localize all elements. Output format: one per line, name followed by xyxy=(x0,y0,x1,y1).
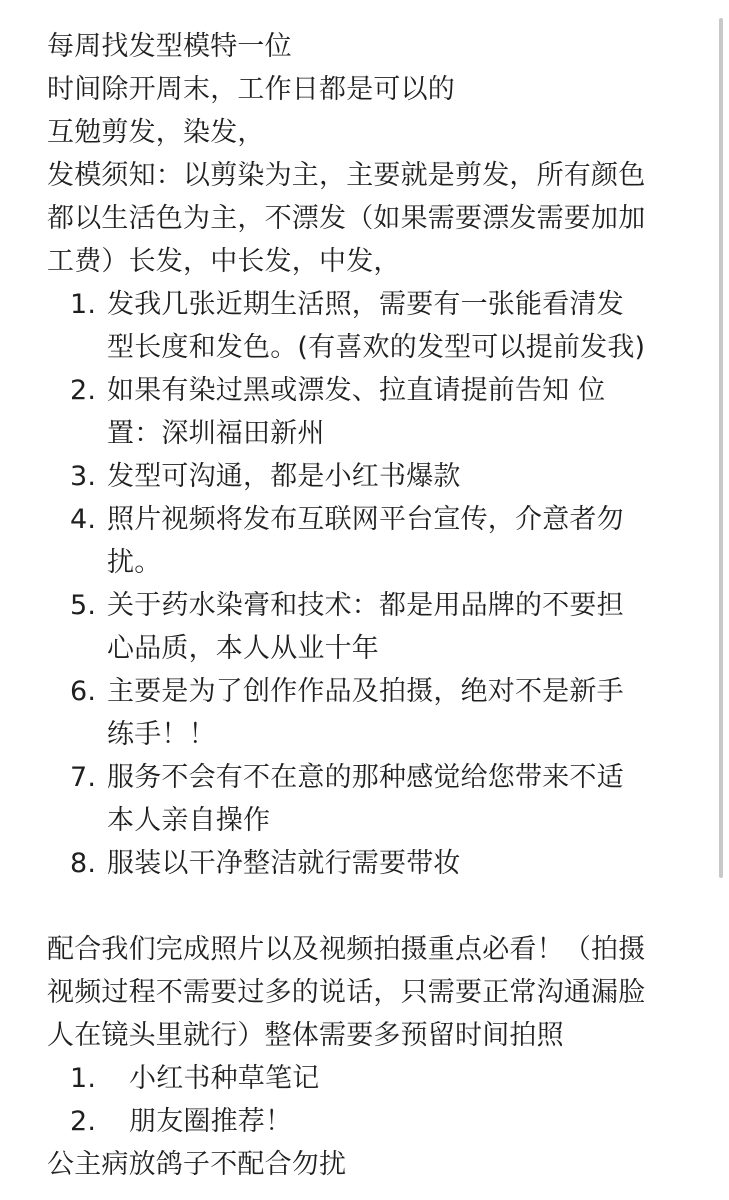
list-item xyxy=(47,584,707,670)
notice-line-3: 工费）长发，中长发，中发， xyxy=(47,246,401,277)
list-item-text: 小红书种草笔记 xyxy=(129,1063,320,1094)
cooperate-line-1: 配合我们完成照片以及视频拍摄重点必看！（拍摄 xyxy=(47,934,646,965)
blank-line xyxy=(47,885,707,928)
note-content xyxy=(47,25,707,1186)
list-item-text-cont: 扰。 xyxy=(107,547,162,578)
list-item-number: 4. xyxy=(70,504,97,535)
intro-line-2: 时间除开周末，工作日都是可以的 xyxy=(47,74,455,105)
intro-line-1: 每周找发型模特一位 xyxy=(47,31,292,62)
list-item-text: 关于药水染膏和技术：都是用品牌的不要担 xyxy=(107,590,624,621)
list-item-number: 5. xyxy=(70,590,97,621)
list-item xyxy=(47,498,707,584)
list-item xyxy=(47,283,707,369)
list-item-number: 1. xyxy=(70,289,97,320)
intro-line-3: 互勉剪发，染发， xyxy=(47,117,265,148)
list-item xyxy=(47,1100,707,1143)
list-item-number: 2. xyxy=(70,375,97,406)
cooperate-line-2: 视频过程不需要过多的说话，只需要正常沟通漏脸 xyxy=(47,977,646,1008)
list-item-text: 朋友圈推荐！ xyxy=(129,1106,293,1137)
list-item-number: 8. xyxy=(70,848,97,879)
list-item-number: 7. xyxy=(70,762,97,793)
scrollbar[interactable] xyxy=(719,18,723,878)
promotion-list xyxy=(47,1057,707,1143)
list-item-number: 3. xyxy=(70,461,97,492)
list-item-number: 6. xyxy=(70,676,97,707)
list-item-text-cont: 置：深圳福田新州 xyxy=(107,418,325,449)
list-item-number: 1. xyxy=(70,1063,97,1094)
list-item-text: 主要是为了创作作品及拍摄，绝对不是新手 xyxy=(107,676,624,707)
list-item-text-cont: 练手！！ xyxy=(107,719,216,750)
list-item-text: 发型可沟通，都是小红书爆款 xyxy=(107,461,461,492)
list-item-text: 照片视频将发布互联网平台宣传，介意者勿 xyxy=(107,504,624,535)
list-item xyxy=(47,842,707,885)
notice-line-1: 发模须知：以剪染为主，主要就是剪发，所有颜色 xyxy=(47,160,646,191)
cooperate-line-3: 人在镜头里就行）整体需要多预留时间拍照 xyxy=(47,1020,564,1051)
list-item-number: 2. xyxy=(70,1106,97,1137)
list-item xyxy=(47,455,707,498)
list-item-text: 如果有染过黑或漂发、拉直请提前告知 位 xyxy=(107,375,606,406)
list-item xyxy=(47,369,707,455)
closing-line: 公主病放鸽子不配合勿扰 xyxy=(47,1149,347,1180)
list-item xyxy=(47,1057,707,1100)
notice-line-2: 都以生活色为主，不漂发（如果需要漂发需要加加 xyxy=(47,203,646,234)
list-item-text: 发我几张近期生活照，需要有一张能看清发 xyxy=(107,289,624,320)
list-item xyxy=(47,670,707,756)
list-item-text-cont: 型长度和发色。(有喜欢的发型可以提前发我) xyxy=(107,332,646,363)
list-item xyxy=(47,756,707,842)
list-item-text-cont: 心品质，本人从业十年 xyxy=(107,633,379,664)
requirements-list xyxy=(47,283,707,885)
list-item-text: 服务不会有不在意的那种感觉给您带来不适 xyxy=(107,762,624,793)
list-item-text-cont: 本人亲自操作 xyxy=(107,805,271,836)
list-item-text: 服装以干净整洁就行需要带妆 xyxy=(107,848,461,879)
